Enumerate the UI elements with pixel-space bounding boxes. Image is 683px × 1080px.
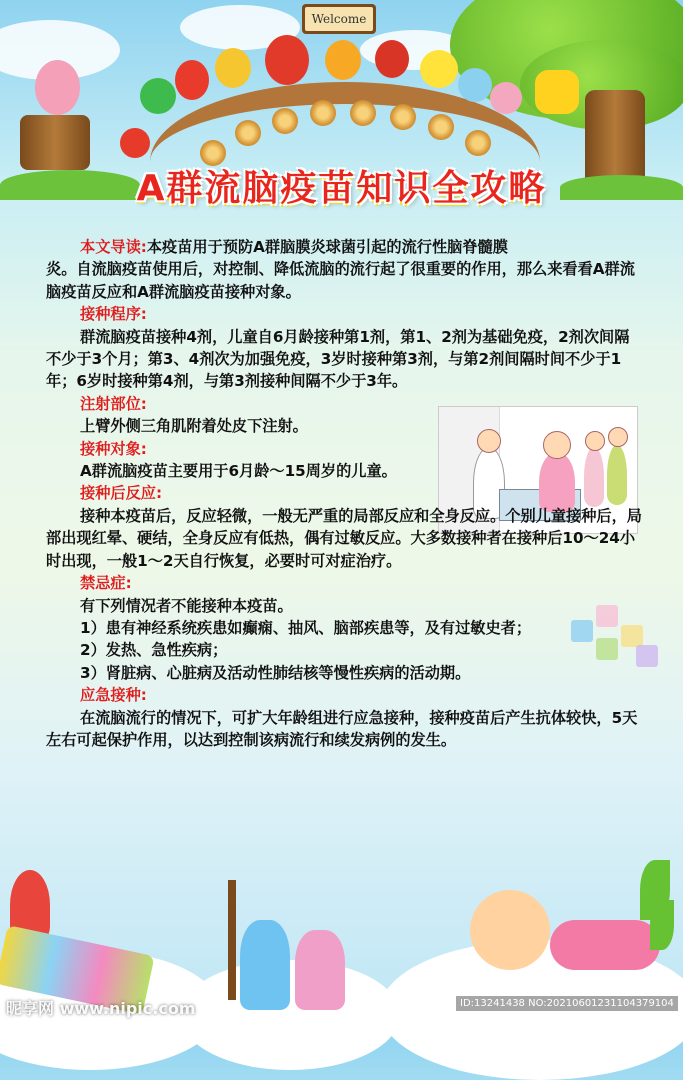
intro-rest: 炎。自流脑疫苗使用后，对控制、降低流脑的流行起了很重要的作用，那么来看看A群流脑疫苗反应和A群流脑疫苗接种对象。 [46, 260, 635, 301]
paintbrush-icon [228, 880, 236, 1000]
watermark-site: 昵享网 www.nipic.com [6, 999, 196, 1018]
target-heading: 接种对象: [80, 439, 147, 458]
procedure-text: 群流脑疫苗接种4剂，儿童自6月龄接种第1剂，第1、2剂为基础免疫，2剂次间隔不少于3个月；第3、4剂次为加强免疫，3岁时接种第3剂，与第2剂间隔时间不少于1年；6岁时接种第4剂，与第3剂接种间隔不少于3年。 [46, 327, 630, 391]
frog-icon [140, 78, 176, 114]
lying-girl-icon [550, 920, 660, 970]
welcome-sign-text: Welcome [305, 7, 373, 31]
contraindication-intro: 有下列情况者不能接种本疫苗。 [80, 596, 293, 615]
page-title: A群流脑疫苗知识全攻略 [136, 168, 547, 209]
target-text: A群流脑疫苗主要用于6月龄～15周岁的儿童。 [80, 462, 397, 481]
monkey-icon [375, 40, 409, 78]
reading-boy-icon [470, 890, 550, 970]
star-icon [535, 70, 579, 114]
site-text: 上臂外侧三角肌附着处皮下注射。 [80, 417, 308, 436]
intro-paragraph [46, 236, 644, 258]
bear-icon [265, 35, 309, 85]
painter-boy-icon [240, 920, 290, 1010]
emergency-text: 在流脑流行的情况下，可扩大年龄组进行应急接种，接种疫苗后产生抗体较快，5天左右可起保护作用，以达到控制该病流行和续发病例的发生。 [46, 708, 638, 749]
watermark-id: ID:13241438 NO:20210601231104379104 [456, 996, 678, 1011]
doll-icon [35, 60, 80, 115]
reaction-heading: 接种后反应: [80, 484, 163, 503]
welcome-sign [302, 4, 376, 34]
cow-icon [458, 68, 492, 102]
dog-icon [215, 48, 251, 88]
article-body [46, 236, 644, 751]
site-heading: 注射部位: [80, 394, 147, 413]
reaction-text: 接种本疫苗后，反应轻微，一般无严重的局部反应和全身反应。个别儿童接种后，局部出现红晕、硬结，全身反应有低热，偶有过敏反应。大多数接种者在接种后10～24小时出现，一般1～2天自行恢复，必要时可对症治疗。 [46, 506, 642, 570]
palette-girl-icon [295, 930, 345, 1010]
contraindication-heading: 禁忌症: [80, 574, 132, 593]
pig-icon [490, 82, 522, 114]
intro-line1: 本疫苗用于预防A群脑膜炎球菌引起的流行性脑脊髓膜 [146, 238, 508, 256]
intro-heading: 本文导读: [80, 238, 147, 256]
contraindication-item-2: 2）发热、急性疾病； [80, 641, 228, 660]
bird-icon [420, 50, 458, 88]
chick-icon [120, 128, 150, 158]
procedure-heading: 接种程序: [80, 305, 147, 324]
contraindication-item-3: 3）肾脏病、心脏病及活动性肺结核等慢性疾病的活动期。 [80, 663, 471, 682]
lion-icon [325, 40, 361, 80]
parrot-icon [175, 60, 209, 100]
emergency-heading: 应急接种: [80, 686, 147, 705]
contraindication-item-1: 1）患有神经系统疾患如癫痫、抽风、脑部疾患等，及有过敏史者； [80, 618, 532, 637]
